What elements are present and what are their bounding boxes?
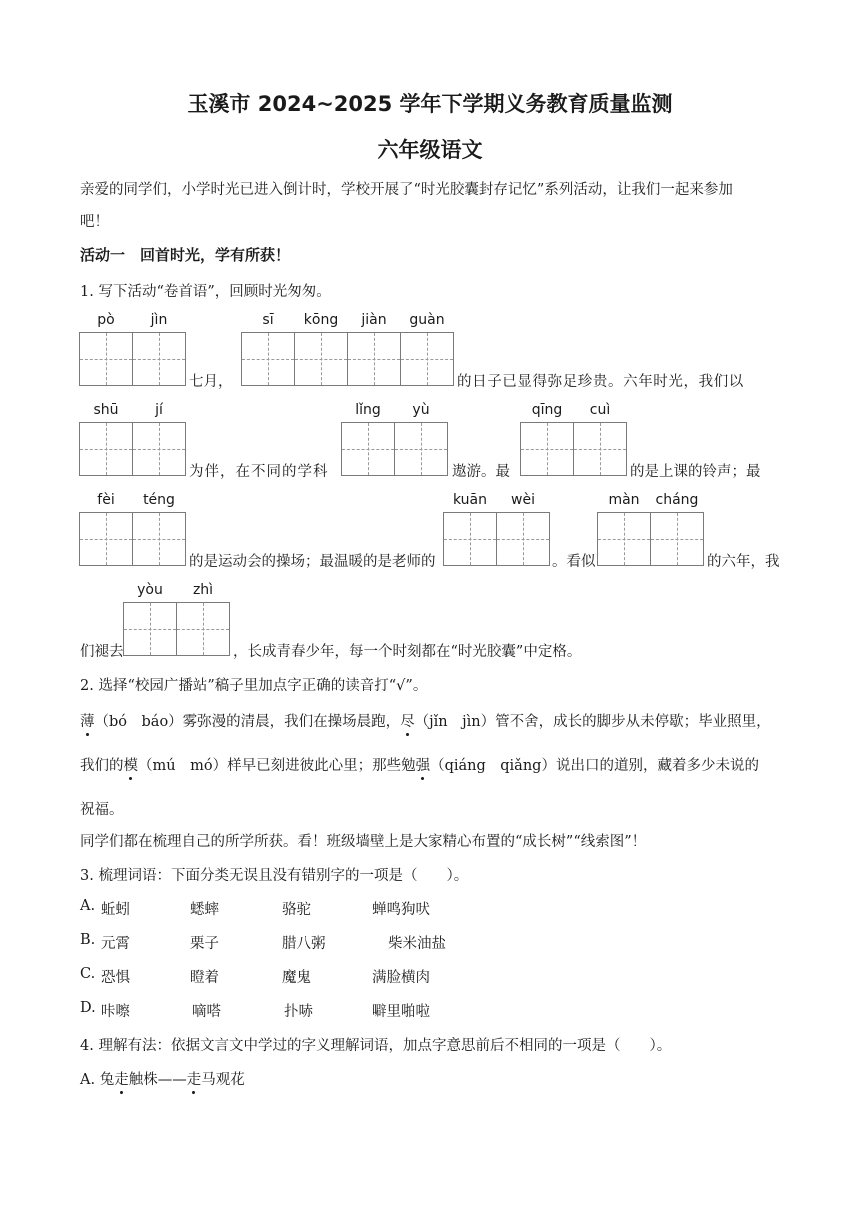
question-1-stem: 1. 写下活动“卷首语”，回顾时光匆匆。: [80, 284, 331, 300]
option-word: 蟋蟀: [190, 902, 219, 918]
fill-text: ，长成青春少年，每一个时刻都在“时光胶囊”中定格。: [233, 644, 582, 660]
pinyin-label: pò: [97, 312, 115, 328]
question-2-stem: 2. 选择“校园广播站”稿子里加点字正确的读音打“√”。: [80, 678, 428, 694]
dotted-char: 尽: [400, 710, 415, 731]
option-word: 噼里啪啦: [372, 1004, 430, 1020]
pinyin-label: qīng: [531, 402, 563, 418]
question-4-stem: 4. 理解有法：依据文言文中学过的字义理解词语，加点字意思前后不相同的一项是（ ）。: [80, 1038, 672, 1054]
fill-text: 。看似: [552, 554, 596, 570]
writing-cell[interactable]: [79, 332, 133, 386]
option-word: 柴米油盐: [388, 936, 446, 952]
pinyin-label: zhì: [192, 582, 214, 598]
pinyin-label: lǐng: [355, 402, 381, 418]
writing-cell[interactable]: [496, 512, 550, 566]
writing-cell[interactable]: [79, 512, 133, 566]
dotted-char: 模: [124, 754, 139, 775]
option-word: 蚯蚓: [101, 902, 130, 918]
option-word: 满脸横肉: [372, 970, 430, 986]
pinyin-label: yòu: [137, 582, 163, 598]
question-2-passage-line-2: 我们的模（mú mó）样早已刻进彼此心里；那些勉强（qiáng qiǎng）说出口的道别，藏着多少未说的: [80, 754, 759, 775]
option-word: 元霄: [101, 936, 130, 952]
pinyin-label: màn: [608, 492, 640, 508]
option-word: 嘀嗒: [192, 1004, 221, 1020]
writing-cell[interactable]: [573, 422, 627, 476]
writing-cell[interactable]: [520, 422, 574, 476]
fill-text: 的是上课的铃声；最: [630, 464, 761, 480]
option-word: 扑哧: [284, 1004, 313, 1020]
option-word: 腊八粥: [282, 936, 326, 952]
dotted-char: 薄: [80, 710, 95, 731]
writing-cell[interactable]: [123, 602, 177, 656]
pinyin-label: cháng: [655, 492, 699, 508]
fill-text: 的日子已显得弥足珍贵。六年时光，我们以: [457, 374, 744, 390]
pinyin-label: téng: [143, 492, 175, 508]
pinyin-label: yù: [412, 402, 430, 418]
activity-one-heading: 活动一 回首时光，学有所获！: [80, 246, 291, 264]
fill-text: 的是运动会的操场；最温暖的是老师的: [189, 554, 436, 570]
writing-cell[interactable]: [132, 512, 186, 566]
pinyin-label: kōng: [303, 312, 339, 328]
option-word: 蝉鸣狗吠: [372, 902, 430, 918]
option-a[interactable]: A. 兔走触株——走马观花: [80, 1068, 245, 1089]
writing-cell[interactable]: [294, 332, 348, 386]
fill-text: 的六年，我: [707, 554, 780, 570]
fill-text: 们褪去: [80, 644, 124, 660]
pinyin-label: fèi: [97, 492, 115, 508]
fill-text: 遨游。最: [452, 464, 510, 480]
option-word: 咔嚓: [101, 1004, 130, 1020]
pinyin-label: guàn: [409, 312, 445, 328]
intro-line-2: 吧！: [80, 214, 109, 230]
option-word: 魔鬼: [282, 970, 311, 986]
writing-cell[interactable]: [132, 422, 186, 476]
fill-text: 七月，: [189, 374, 233, 390]
option-label: C.: [80, 966, 96, 982]
pinyin-label: jìn: [150, 312, 168, 328]
option-word: 骆驼: [282, 902, 311, 918]
option-word: 瞪着: [190, 970, 219, 986]
writing-cell[interactable]: [650, 512, 704, 566]
exam-subtitle: 六年级语文: [377, 138, 483, 162]
pinyin-label: shū: [93, 402, 119, 418]
pinyin-label: jiàn: [361, 312, 387, 328]
question-2-passage-line-3: 祝福。: [80, 802, 124, 818]
option-label: D.: [80, 1000, 96, 1016]
pinyin-label: kuān: [452, 492, 487, 508]
writing-cell[interactable]: [79, 422, 133, 476]
dotted-char: 走: [187, 1068, 202, 1089]
intro-line-1: 亲爱的同学们，小学时光已进入倒计时，学校开展了“时光胶囊封存记忆”系列活动，让我们一起来参加: [80, 182, 733, 198]
option-label: B.: [80, 932, 96, 948]
writing-cell[interactable]: [341, 422, 395, 476]
writing-cell[interactable]: [132, 332, 186, 386]
dotted-char: 强: [416, 754, 431, 775]
writing-cell[interactable]: [347, 332, 401, 386]
option-word: 恐惧: [101, 970, 130, 986]
writing-cell[interactable]: [394, 422, 448, 476]
writing-cell[interactable]: [443, 512, 497, 566]
option-label: A.: [80, 898, 96, 914]
writing-cell[interactable]: [597, 512, 651, 566]
question-3-stem: 3. 梳理词语：下面分类无误且没有错别字的一项是（ ）。: [80, 868, 469, 884]
pinyin-label: sī: [262, 312, 274, 328]
exam-title: 玉溪市 2024~2025 学年下学期义务教育质量监测: [187, 92, 673, 116]
writing-cell[interactable]: [400, 332, 454, 386]
pinyin-label: jí: [155, 402, 163, 418]
fill-text: 为伴，在不同的学科: [189, 464, 329, 480]
option-word: 栗子: [190, 936, 219, 952]
writing-cell[interactable]: [176, 602, 230, 656]
pinyin-label: wèi: [511, 492, 535, 508]
dotted-char: 走: [114, 1068, 129, 1089]
transition-text: 同学们都在梳理自己的所学所获。看！班级墙壁上是大家精心布置的“成长树”“线索图”！: [80, 834, 647, 850]
pinyin-label: cuì: [589, 402, 611, 418]
question-2-passage-line-1: 薄（bó báo）雾弥漫的清晨，我们在操场晨跑，尽（jǐn jìn）管不舍，成长的脚步从未停歇；毕业照里，: [80, 710, 771, 731]
writing-cell[interactable]: [241, 332, 295, 386]
